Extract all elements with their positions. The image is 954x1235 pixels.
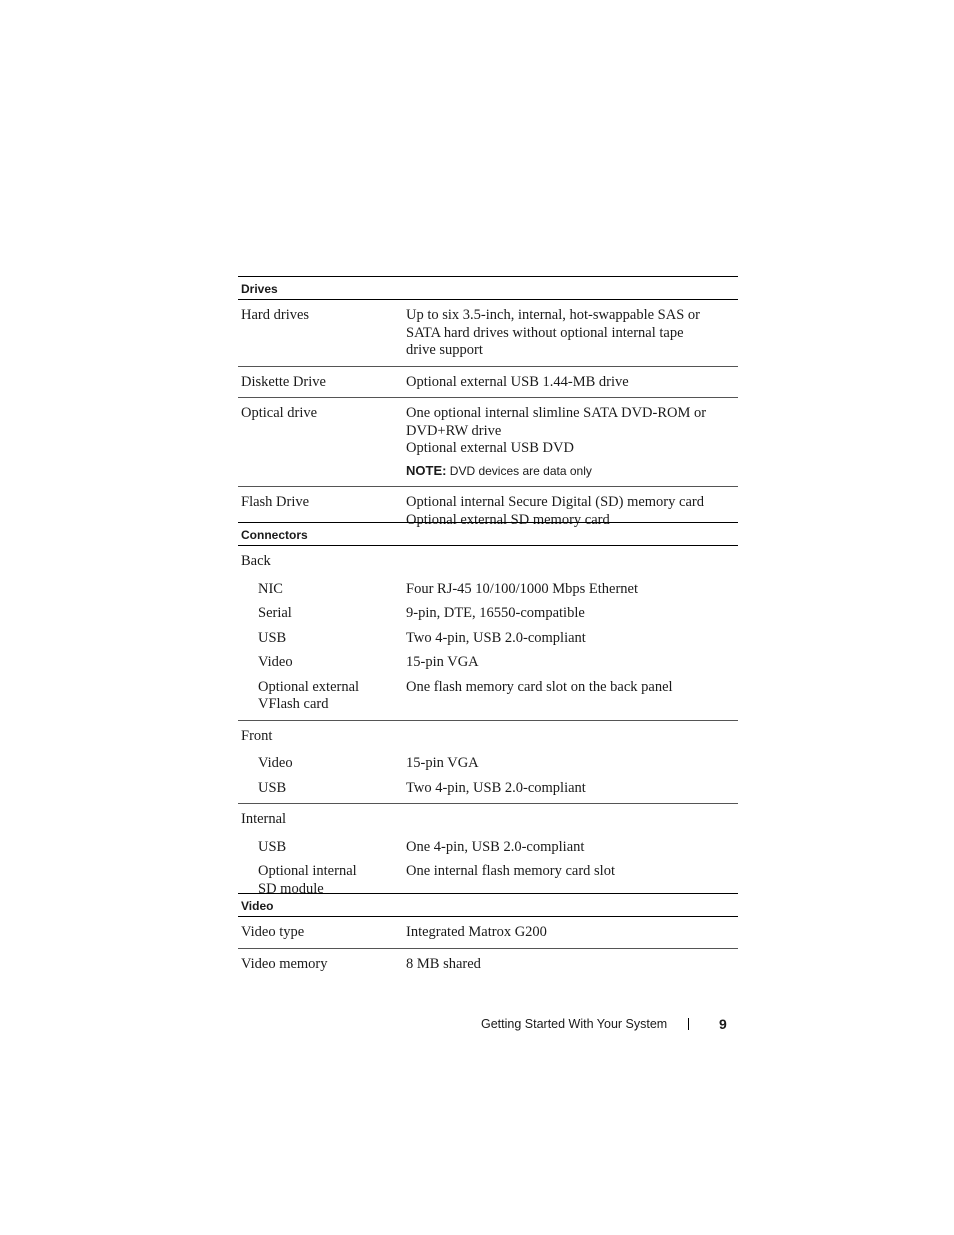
spec-label: Video [258, 755, 293, 771]
spec-value [406, 307, 738, 360]
spec-label: Video memory [241, 955, 328, 972]
spec-value-line: One optional internal slimline SATA DVD-ROM or [406, 405, 707, 421]
footer-divider [688, 1018, 689, 1030]
spec-label: Hard drives [241, 307, 310, 323]
spec-label: USB [258, 629, 287, 646]
spec-row-video-type [238, 917, 738, 949]
spec-row-back-video [238, 650, 738, 675]
spec-value: Two 4-pin, USB 2.0-compliant [406, 779, 586, 796]
spec-value-line: DVD+RW drive [406, 422, 502, 439]
note [406, 462, 718, 481]
spec-label-line: Optional internal [258, 863, 357, 879]
spec-value: Integrated Matrox G200 [406, 924, 547, 940]
spec-label-line: VFlash card [258, 696, 329, 712]
group-label-front [238, 721, 738, 752]
group-label: Back [241, 553, 271, 569]
spec-label: NIC [258, 580, 283, 597]
spec-row-vflash [238, 675, 738, 721]
spec-value-line: Optional external SD memory card [406, 511, 610, 528]
video-section [238, 893, 738, 979]
spec-value: One internal flash memory card slot [406, 863, 615, 879]
connectors-section [238, 522, 738, 901]
note-text: DVD devices are data only [446, 463, 592, 478]
video-heading: Video [238, 893, 738, 917]
spec-label: Flash Drive [241, 494, 310, 510]
spec-value-line: SATA hard drives without optional internal tape [406, 324, 684, 341]
spec-row-back-usb [238, 626, 738, 651]
spec-value: Two 4-pin, USB 2.0-compliant [406, 629, 586, 646]
group-label: Front [241, 727, 273, 744]
spec-value: Optional external USB 1.44-MB drive [406, 373, 629, 390]
spec-value-line: Up to six 3.5-inch, internal, hot-swappable SAS or [406, 307, 700, 323]
spec-row-diskette [238, 367, 738, 399]
spec-label: USB [258, 779, 287, 796]
spec-value-line: Optional internal Secure Digital (SD) memory card [406, 494, 704, 510]
group-label: Internal [241, 811, 287, 827]
connectors-heading: Connectors [238, 522, 738, 546]
spec-row-hard-drives [238, 300, 738, 367]
spec-label: USB [258, 838, 287, 855]
spec-row-front-video [238, 751, 738, 776]
spec-row-serial [238, 601, 738, 626]
spec-row-nic [238, 577, 738, 602]
spec-value: 15-pin VGA [406, 654, 479, 670]
drives-heading: Drives [238, 276, 738, 300]
spec-value: One 4-pin, USB 2.0-compliant [406, 838, 585, 855]
spec-label: Video type [241, 924, 305, 940]
spec-value-line: Optional external USB DVD [406, 440, 574, 456]
spec-value-line: drive support [406, 342, 483, 358]
spec-row-internal-usb [238, 835, 738, 860]
spec-row-front-usb [238, 776, 738, 805]
spec-value: 8 MB shared [406, 955, 481, 972]
spec-value: 15-pin VGA [406, 755, 479, 771]
footer-title: Getting Started With Your System [481, 1017, 668, 1031]
spec-row-video-memory [238, 949, 738, 980]
spec-row-optical [238, 398, 738, 487]
spec-label: Video [258, 654, 293, 670]
spec-label: Serial [258, 605, 292, 621]
group-label-internal [238, 804, 738, 835]
spec-value: One flash memory card slot on the back panel [406, 678, 673, 695]
page-number: 9 [719, 1016, 727, 1032]
spec-value: 9-pin, DTE, 16550-compatible [406, 605, 585, 621]
drives-section [238, 276, 738, 535]
group-label-back [238, 546, 738, 577]
spec-value: Four RJ-45 10/100/1000 Mbps Ethernet [406, 580, 638, 597]
spec-value [406, 405, 738, 480]
spec-label: Optical drive [241, 405, 318, 421]
spec-label-line: Optional external [258, 678, 360, 695]
spec-label [238, 679, 406, 714]
spec-label: Diskette Drive [241, 373, 326, 390]
note-label: NOTE: [406, 462, 447, 478]
spec-label-line: SD module [258, 880, 324, 897]
